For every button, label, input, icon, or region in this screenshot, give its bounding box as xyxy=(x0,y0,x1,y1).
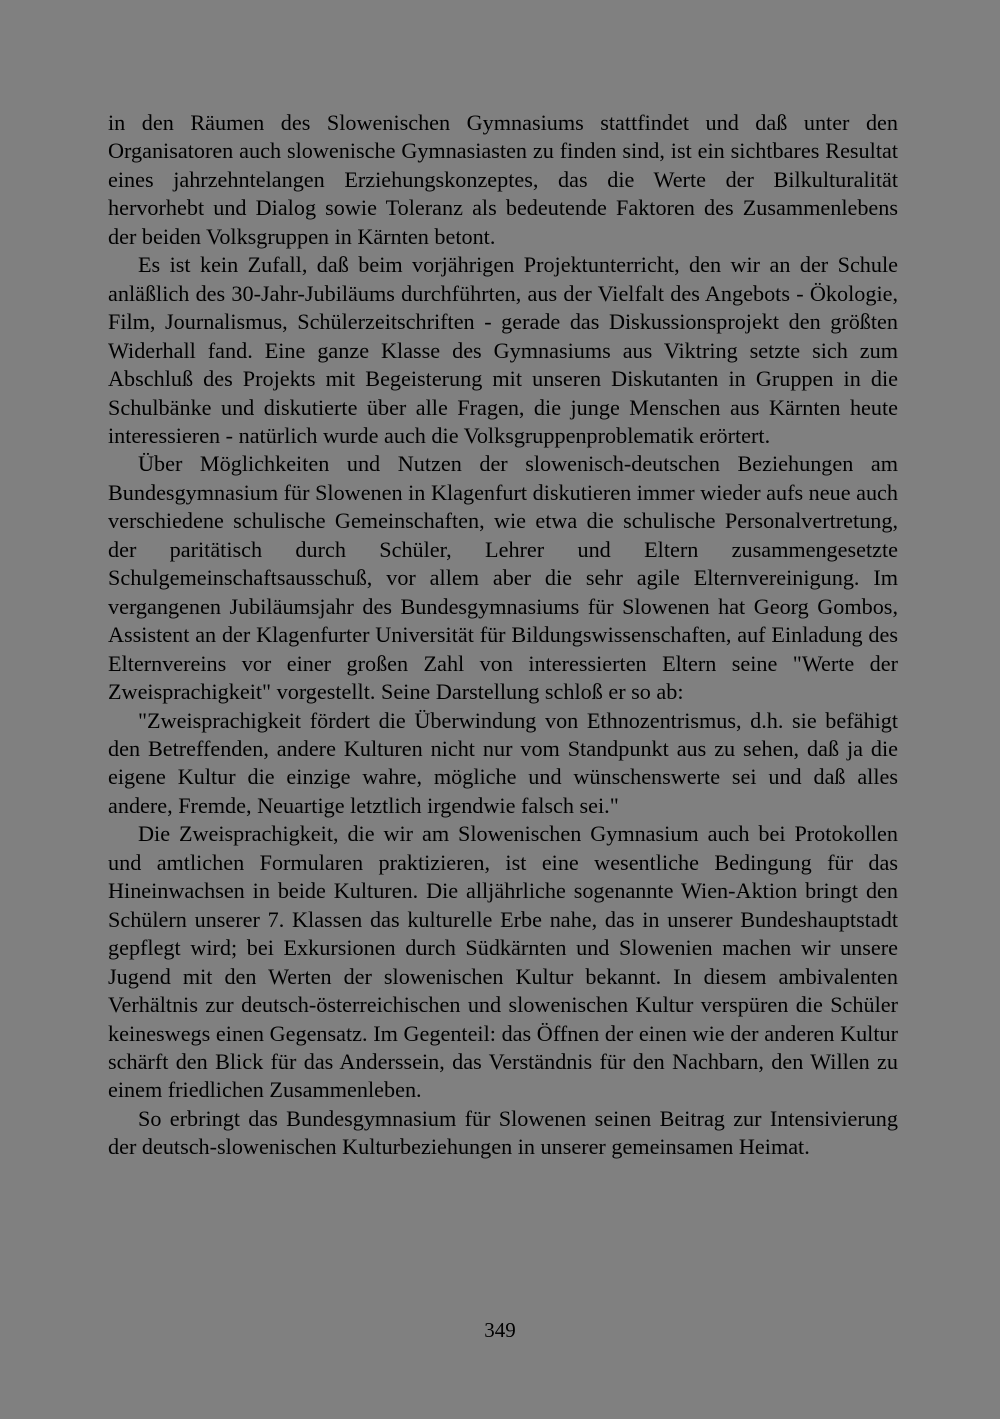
paragraph-school-communities: Über Möglichkeiten und Nutzen der slowenisch-deutschen Beziehungen am Bundesgymnasium für Slowenen in Klagenfurt diskutieren immer wieder aufs neue auch verschiedene schulische Gemeinschaften, wie etwa die schulische Personalvertretung, der paritätisch durch Schüler, Lehrer und Eltern zusammengesetzte Schulgemeinschaftsausschuß, vor allem aber die sehr agile Elternvereinigung. Im vergangenen Jubiläumsjahr des Bundesgymnasiums für Slowenen hat Georg Gombos, Assistent an der Klagenfurter Universität für Bildungswissenschaften, auf Einladung des Elternvereins vor einer großen Zahl von interessierten Eltern seine "Werte der Zweisprachigkeit" vorgestellt. Seine Darstellung schloß er so ab: xyxy=(108,451,898,705)
paragraph-bilingualism: Die Zweisprachigkeit, die wir am Slowenischen Gymnasium auch bei Protokollen und amtlichen Formularen praktizieren, ist eine wesentliche Bedingung für das Hineinwachsen in beide Kulturen. Die alljährliche sogenannte Wien-Aktion bringt den Schülern unserer 7. Klassen das kulturelle Erbe nahe, das in unserer Bundeshauptstadt gepflegt wird; bei Exkursionen durch Südkärnten und Slowenien machen wir unsere Jugend mit den Werten der slowenischen Kultur bekannt. In diesem ambivalenten Verhältnis zur deutsch-österreichischen und slowenischen Kultur verspüren die Schüler keineswegs einen Gegensatz. Im Gegenteil: das Öffnen der einen wie der anderen Kultur schärft den Blick für das Anderssein, das Verständnis für den Nachbarn, den Willen zu einem friedlichen Zusammenleben. xyxy=(108,821,898,1103)
paragraph-continuation: in den Räumen des Slowenischen Gymnasiums stattfindet und daß unter den Organisatoren auch slowenische Gymnasiasten zu finden sind, ist ein sichtbares Resultat eines jahrzehntelangen Erziehungskonzeptes, das die Werte der Bilkulturalität hervorhebt und Dialog sowie Toleranz als bedeutende Faktoren des Zusammenlebens der beiden Volksgruppen in Kärnten betont. xyxy=(108,110,898,249)
paragraph-project-lessons: Es ist kein Zufall, daß beim vorjährigen Projektunterricht, den wir an der Schule anläßlich des 30-Jahr-Jubiläums durchführten, aus der Vielfalt des Angebots - Ökologie, Film, Journalismus, Schülerzeitschriften - gerade das Diskussionsprojekt den größten Widerhall fand. Eine ganze Klasse des Gymnasiums aus Viktring setzte sich zum Abschluß des Projekts mit Begeisterung mit unseren Diskutanten in Gruppen in die Schulbänke und diskutierte über alle Fragen, die junge Menschen aus Kärnten heute interessieren - natürlich wurde auch die Volksgruppenproblematik erörtert. xyxy=(108,252,898,448)
paragraph-quotation: "Zweisprachigkeit fördert die Überwindung von Ethnozentrismus, d.h. sie befähigt den Betreffenden, andere Kulturen nicht nur vom Standpunkt aus zu sehen, daß ja die eigene Kultur die einzige wahre, mögliche und wünschenswerte sei und daß alles andere, Fremde, Neuartige letztlich irgendwie falsch sei." xyxy=(108,707,898,818)
body-text xyxy=(108,109,898,1162)
paragraph-conclusion: So erbringt das Bundesgymnasium für Slowenen seinen Beitrag zur Intensivierung der deutsch-slowenischen Kulturbeziehungen in unserer gemeinsamen Heimat. xyxy=(108,1105,898,1160)
page-number: 349 xyxy=(484,1318,516,1342)
